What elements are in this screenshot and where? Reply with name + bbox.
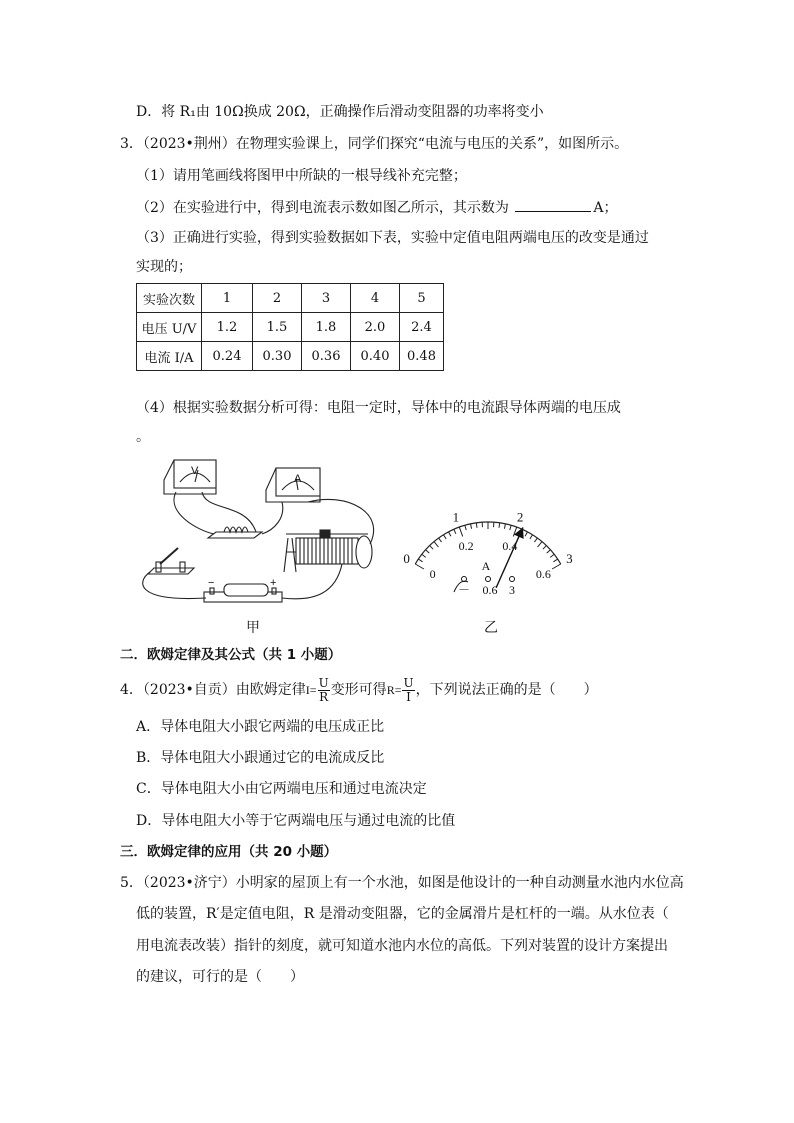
formula-lhs: R= <box>386 683 402 697</box>
q4-stem-mid: 变形可得 <box>330 682 387 698</box>
q4-stem-pre: 4．（2023•自贡）由欧姆定律 <box>120 682 306 698</box>
formula-lhs: I= <box>305 683 317 697</box>
q3-stem: 3．（2023•荆州）在物理实验课上，同学们探究“电流与电压的关系”，如图所示。 <box>120 136 629 152</box>
q5-line-3: 用电流表改装）指针的刻度，就可知道水池内水位的高低。下列对装置的设计方案提出 <box>136 938 668 954</box>
scale-tick <box>454 529 456 534</box>
scale-label-inner: 0.4 <box>502 538 518 553</box>
table-cell: 2 <box>253 284 302 313</box>
figure-label-yi: 乙 <box>484 620 498 636</box>
scale-tick <box>543 546 546 550</box>
table-cell: 0.36 <box>302 342 351 371</box>
table-cell: 0.48 <box>400 342 444 371</box>
scale-tick <box>552 564 561 569</box>
q3-part1: （1）请用笔画线将图甲中所缺的一根导线补充完整； <box>136 168 467 184</box>
q3-part4-cont: 。 <box>136 429 150 445</box>
table-cell: 0.30 <box>253 342 302 371</box>
fraction-den: I <box>406 689 411 704</box>
q4-stem-post: ，下列说法正确的是（ ） <box>415 682 598 698</box>
table-cell: 电压 U/V <box>137 313 202 342</box>
fraction-num: U <box>403 675 414 690</box>
table-cell: 1.2 <box>202 313 253 342</box>
q3-part4: （4）根据实验数据分析可得：电阻一定时，导体中的电流跟导体两端的电压成 <box>136 400 621 416</box>
table-cell: 1 <box>202 284 253 313</box>
fraction-num: U <box>318 675 329 690</box>
q5-line-2: 低的装置，R′是定值电阻，R 是滑动变阻器，它的金属滑片是杠杆的一端。从水位表（ <box>136 906 669 922</box>
scale-label-outer: 2 <box>516 509 524 525</box>
scale-tick <box>537 542 541 547</box>
figure-label-jia: 甲 <box>246 620 260 636</box>
table-cell: 4 <box>351 284 400 313</box>
ammeter-dial <box>392 488 582 600</box>
scale-label-outer: 3 <box>566 551 573 566</box>
answer-blank[interactable] <box>515 197 591 212</box>
ammeter-label: A <box>294 473 302 485</box>
scale-tick <box>434 542 438 547</box>
scale-tick <box>525 532 527 536</box>
scale-tick <box>471 524 472 529</box>
scale-tick <box>553 559 557 562</box>
table-row <box>137 313 444 342</box>
table-row <box>137 342 444 371</box>
q3-part2-text: （2）在实验进行中，得到电流表示数如图乙所示，其示数为 <box>136 200 509 216</box>
q4-option-a: A．导体电阻大小跟它两端的电压成正比 <box>136 719 385 735</box>
scale-tick <box>465 525 466 530</box>
table-cell: 3 <box>302 284 351 313</box>
terminal-minus: － <box>457 583 471 597</box>
scale-tick <box>530 535 533 539</box>
table-cell: 1.5 <box>253 313 302 342</box>
formula-fraction <box>402 677 414 704</box>
table-cell: 2.0 <box>351 313 400 342</box>
terminal-0-6: 0.6 <box>482 583 498 597</box>
table-cell: 2.4 <box>400 313 444 342</box>
section-title-ohms-law-app: 三．欧姆定律的应用（共 20 小题） <box>120 844 338 860</box>
fraction-den: R <box>319 689 329 704</box>
scale-tick <box>443 535 446 539</box>
terminal-post <box>486 577 491 582</box>
scale-tick <box>459 527 462 536</box>
scale-label-inner: 0 <box>429 567 436 581</box>
table-cell: 电流 I/A <box>137 342 202 371</box>
scale-tick <box>449 532 451 536</box>
voltmeter-label: V <box>191 465 199 477</box>
formula-fraction <box>318 677 330 704</box>
data-table <box>136 283 444 371</box>
table-cell: 实验次数 <box>137 284 202 313</box>
terminal-post <box>510 577 515 582</box>
scale-tick <box>510 525 511 530</box>
scale-tick <box>504 524 505 529</box>
scale-tick <box>499 523 500 528</box>
battery-plus: + <box>270 577 277 589</box>
q4-option-b: B．导体电阻大小跟通过它的电流成反比 <box>136 750 385 766</box>
table-cell: 0.40 <box>351 342 400 371</box>
scale-tick <box>476 523 477 528</box>
battery-minus: − <box>208 577 215 589</box>
scale-tick <box>422 554 426 557</box>
scale-tick <box>430 546 433 550</box>
table-cell: 0.24 <box>202 342 253 371</box>
scale-label-outer: 0 <box>403 551 410 566</box>
scale-tick <box>439 538 442 542</box>
q5-line-1: 5．（2023•济宁）小明家的屋顶上有一个水池，如图是他设计的一种自动测量水池内水位高 <box>120 875 684 891</box>
scale-tick <box>418 559 422 562</box>
circuit-diagram <box>136 452 396 612</box>
scale-tick <box>534 538 537 542</box>
terminal-3: 3 <box>509 583 515 597</box>
table-cell: 1.8 <box>302 313 351 342</box>
scale-label-inner: 0.6 <box>535 567 551 581</box>
q3-part3-cont: 实现的； <box>136 259 192 275</box>
terminal-label: A <box>481 559 491 573</box>
table-row <box>137 284 444 313</box>
q2-option-d: D．将 R₁由 10Ω换成 20Ω，正确操作后滑动变阻器的功率将变小 <box>136 104 544 120</box>
table-cell: 5 <box>400 284 444 313</box>
q4-stem <box>120 674 598 706</box>
scale-tick <box>547 550 551 553</box>
scale-tick <box>550 554 554 557</box>
q3-part3: （3）正确进行实验，得到实验数据如下表，实验中定值电阻两端电压的改变是通过 <box>136 230 649 246</box>
q3-part2 <box>136 197 617 218</box>
scale-tick <box>426 550 430 553</box>
q3-part2-unit: A； <box>593 200 618 216</box>
scale-label-inner: 0.2 <box>458 538 474 553</box>
scale-label-outer: 1 <box>452 509 460 525</box>
q4-option-d: D．导体电阻大小等于它两端电压与通过电流的比值 <box>136 813 456 829</box>
scale-tick <box>415 564 424 569</box>
q5-line-4: 的建议，可行的是（ ） <box>136 969 304 985</box>
section-title-ohms-law: 二．欧姆定律及其公式（共 1 小题） <box>120 647 342 663</box>
q4-option-c: C．导体电阻大小由它两端电压和通过电流决定 <box>136 781 427 797</box>
